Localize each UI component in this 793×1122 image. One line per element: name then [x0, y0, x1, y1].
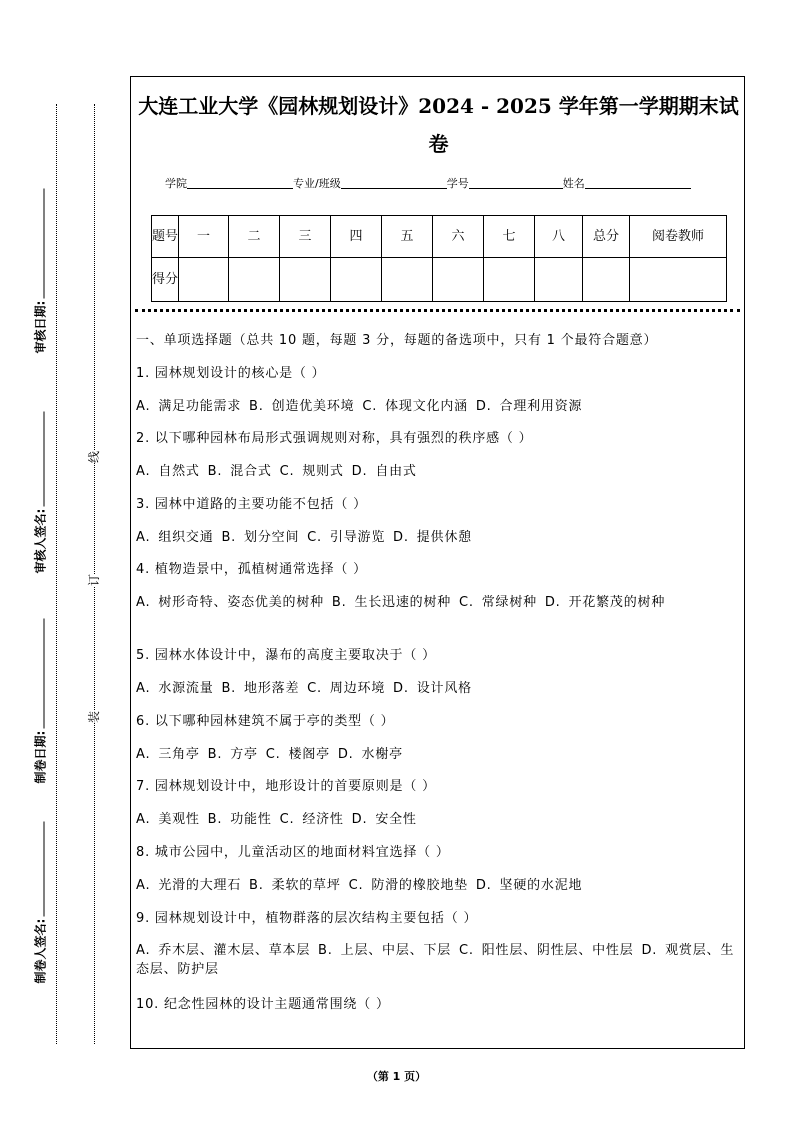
- question-3-options: A. 组织交通 B. 划分空间 C. 引导游览 D. 提供休憩: [136, 530, 472, 545]
- page-number: （第 1 页）: [366, 1070, 427, 1083]
- question-2: 2. 以下哪种园林布局形式强调规则对称，具有强烈的秩序感（ ）: [136, 431, 533, 446]
- score-cell[interactable]: [331, 258, 382, 302]
- binding-char-line: 线: [87, 450, 102, 464]
- student-id-label: 学号: [446, 177, 469, 190]
- question-1: 1. 园林规划设计的核心是（ ）: [136, 366, 326, 381]
- score-cell[interactable]: [229, 258, 280, 302]
- reviewer-signature-label: 审核人签名:: [32, 404, 49, 574]
- question-9: 9. 园林规划设计中，植物群落的层次结构主要包括（ ）: [136, 911, 478, 926]
- score-row-header: 得分: [152, 258, 179, 302]
- student-id-field[interactable]: [469, 176, 563, 189]
- binding-char-bind: 订: [87, 573, 102, 587]
- binding-line-outer: [56, 104, 57, 1044]
- score-col-grader: 阅卷教师: [630, 216, 727, 258]
- section-1-heading: 一、单项选择题（总共 10 题，每题 3 分，每题的备选项中，只有 1 个最符合题意）: [136, 333, 658, 348]
- score-col-8: 八: [535, 216, 583, 258]
- score-cell[interactable]: [280, 258, 331, 302]
- binding-char-install: 装: [87, 710, 102, 724]
- question-8-options: A. 光滑的大理石 B. 柔软的草坪 C. 防滑的橡胶地垫 D. 坚硬的水泥地: [136, 878, 583, 893]
- question-7-options: A. 美观性 B. 功能性 C. 经济性 D. 安全性: [136, 812, 417, 827]
- question-2-options: A. 自然式 B. 混合式 C. 规则式 D. 自由式: [136, 464, 417, 479]
- name-field[interactable]: [585, 176, 691, 189]
- question-8: 8. 城市公园中，儿童活动区的地面材料宜选择（ ）: [136, 845, 450, 860]
- question-5-options: A. 水源流量 B. 地形落差 C. 周边环境 D. 设计风格: [136, 681, 472, 696]
- score-table: [151, 215, 727, 302]
- score-col-total: 总分: [583, 216, 630, 258]
- question-7: 7. 园林规划设计中，地形设计的首要原则是（ ）: [136, 779, 436, 794]
- exam-frame: [130, 76, 745, 1049]
- review-date-label: 审核日期:: [32, 184, 49, 354]
- question-1-options: A. 满足功能需求 B. 创造优美环境 C. 体现文化内涵 D. 合理利用资源: [136, 399, 583, 414]
- score-cell[interactable]: [382, 258, 433, 302]
- college-label: 学院: [165, 177, 187, 190]
- question-6-options: A. 三角亭 B. 方亭 C. 楼阁亭 D. 水榭亭: [136, 747, 403, 762]
- score-value-row: [152, 258, 727, 302]
- score-col-1: 一: [179, 216, 229, 258]
- score-header-row: [152, 216, 727, 258]
- question-number-header: 题号: [152, 216, 179, 258]
- name-label: 姓名: [562, 177, 585, 190]
- score-col-2: 二: [229, 216, 280, 258]
- major-class-label: 专业/班级: [293, 177, 341, 190]
- question-4: 4. 植物造景中，孤植树通常选择（ ）: [136, 562, 367, 577]
- question-3: 3. 园林中道路的主要功能不包括（ ）: [136, 497, 367, 512]
- score-cell[interactable]: [179, 258, 229, 302]
- score-cell-total[interactable]: [583, 258, 630, 302]
- score-col-5: 五: [382, 216, 433, 258]
- question-9-options: A. 乔木层、灌木层、草本层 B. 上层、中层、下层 C. 阳性层、阴性层、中性层 D. 观赏层、生态层、防护层: [136, 943, 735, 977]
- question-4-options: A. 树形奇特、姿态优美的树种 B. 生长迅速的树种 C. 常绿树种 D. 开花繁茂的树种: [136, 595, 666, 610]
- question-6: 6. 以下哪种园林建筑不属于亭的类型（ ）: [136, 714, 395, 729]
- score-col-6: 六: [433, 216, 484, 258]
- score-cell[interactable]: [535, 258, 583, 302]
- dotted-separator: [135, 309, 740, 312]
- score-col-4: 四: [331, 216, 382, 258]
- score-col-3: 三: [280, 216, 331, 258]
- paper-date-label: 制卷日期:: [32, 614, 49, 784]
- student-info-line: [165, 175, 691, 191]
- question-10: 10. 纪念性园林的设计主题通常围绕（ ）: [136, 997, 390, 1012]
- paper-maker-signature-label: 制卷人签名:: [32, 814, 49, 984]
- score-col-7: 七: [484, 216, 535, 258]
- score-cell[interactable]: [433, 258, 484, 302]
- score-cell-grader[interactable]: [630, 258, 727, 302]
- question-5: 5. 园林水体设计中，瀑布的高度主要取决于（ ）: [136, 648, 436, 663]
- score-cell[interactable]: [484, 258, 535, 302]
- exam-title: 大连工业大学《园林规划设计》2024 - 2025 学年第一学期期末试卷: [138, 94, 739, 156]
- major-class-field[interactable]: [341, 176, 447, 189]
- college-field[interactable]: [187, 176, 293, 189]
